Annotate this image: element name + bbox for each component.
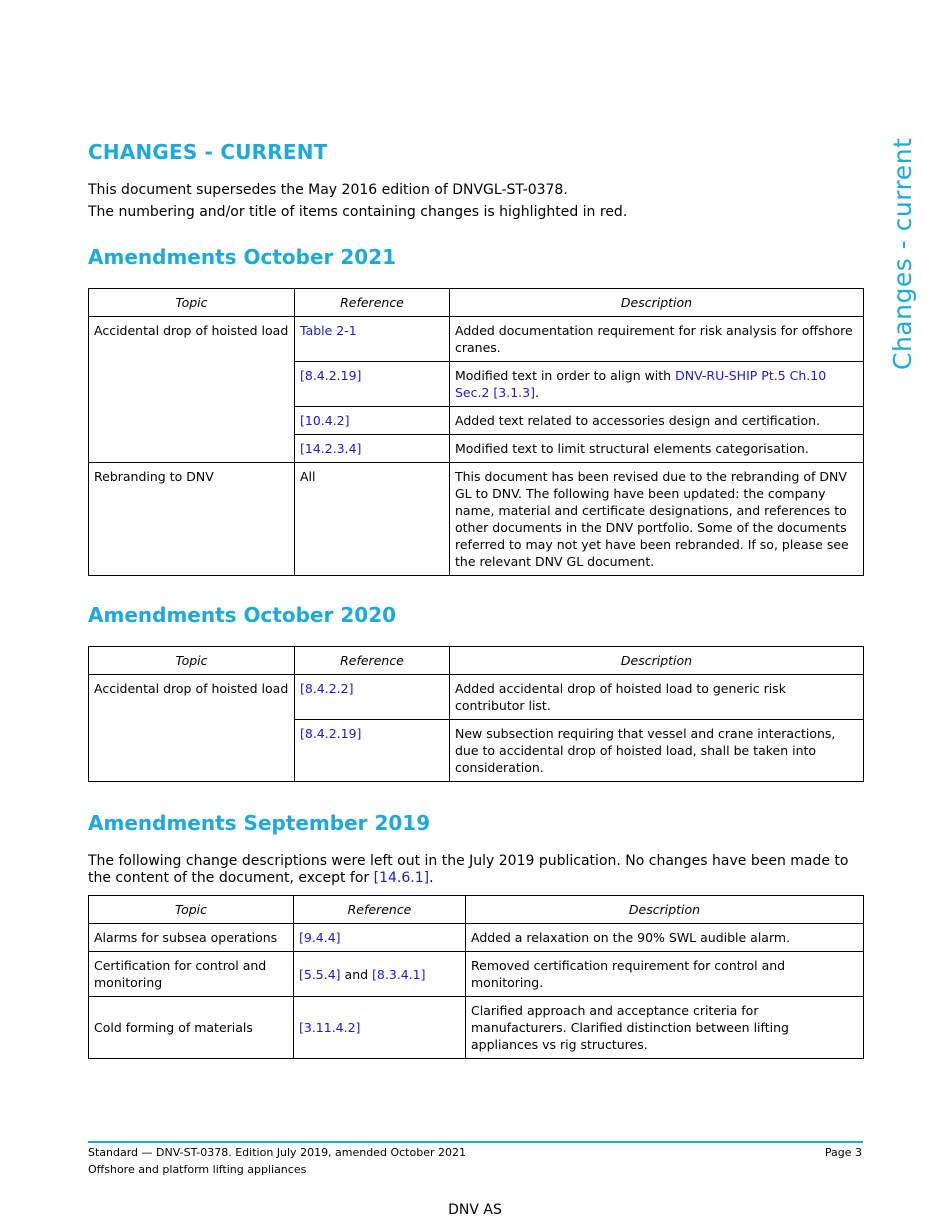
table-row (89, 952, 864, 997)
table-row (89, 675, 864, 720)
header-topic: Topic (89, 647, 295, 675)
header-description: Description (466, 896, 864, 924)
reference-link[interactable]: [8.4.2.19] (295, 720, 450, 782)
footer-standard: Standard — DNV-ST-0378. Edition July 2019, amended October 2021 (88, 1146, 466, 1159)
side-title: Changes - current (888, 137, 917, 370)
reference-link[interactable]: Table 2-1 (295, 317, 450, 362)
section-title-2020: Amendments October 2020 (88, 603, 397, 627)
description-text-end: . (534, 385, 539, 400)
section-title-2019: Amendments September 2019 (88, 811, 431, 835)
section-2019-paragraph (88, 853, 863, 887)
amendments-table-2020 (88, 646, 864, 782)
amendments-table-2021 (88, 288, 864, 576)
description-text: Modified text in order to align with (455, 368, 676, 383)
reference-cell (294, 952, 466, 997)
description-cell: New subsection requiring that vessel and crane interactions, due to accidental drop of hoisted load, shall be taken into consideration. (450, 720, 864, 782)
footer-rule (88, 1141, 863, 1143)
reference-link[interactable]: [3.11.4.2] (294, 997, 466, 1059)
intro-line-1: This document supersedes the May 2016 edition of DNVGL-ST-0378. (88, 182, 568, 198)
topic-cell: Certification for control and monitoring (89, 952, 294, 997)
table-header-row (89, 896, 864, 924)
table-header-row (89, 647, 864, 675)
reference-link[interactable]: [14.2.3.4] (295, 435, 450, 463)
header-reference: Reference (294, 896, 466, 924)
paragraph-text-end: . (429, 870, 434, 886)
paragraph-text: The following change descriptions were left out in the July 2019 publication. No changes have been made to the content of the document, except for (88, 853, 849, 886)
description-cell: Added documentation requirement for risk analysis for offshore cranes. (450, 317, 864, 362)
reference-link[interactable]: [10.4.2] (295, 407, 450, 435)
table-row (89, 317, 864, 362)
reference-link[interactable]: [8.3.4.1] (372, 966, 426, 982)
topic-cell-empty (89, 435, 295, 463)
description-cell: Added accidental drop of hoisted load to generic risk contributor list. (450, 675, 864, 720)
paragraph-link[interactable]: [14.6.1] (373, 870, 430, 886)
page-title: CHANGES - CURRENT (88, 140, 328, 164)
table-row (89, 463, 864, 576)
footer-subtitle: Offshore and platform lifting appliances (88, 1163, 307, 1176)
description-cell: Modified text to limit structural elements categorisation. (450, 435, 864, 463)
intro-line-2: The numbering and/or title of items containing changes is highlighted in red. (88, 204, 628, 220)
header-description: Description (450, 289, 864, 317)
reference-link[interactable]: [5.5.4] (299, 966, 341, 982)
header-description: Description (450, 647, 864, 675)
description-link[interactable]: DNV-RU-SHIP Pt.5 Ch.10 Sec.2 [3.1.3] (455, 368, 827, 400)
topic-cell-empty (89, 362, 295, 407)
reference-link[interactable]: [8.4.2.2] (295, 675, 450, 720)
topic-cell: Rebranding to DNV (89, 463, 295, 576)
description-cell: Clarified approach and acceptance criteria for manufacturers. Clarified distinction between lifting appliances vs rig structures. (466, 997, 864, 1059)
topic-cell-empty (89, 720, 295, 782)
description-cell: Removed certification requirement for control and monitoring. (466, 952, 864, 997)
reference-link[interactable]: [8.4.2.19] (295, 362, 450, 407)
topic-cell: Alarms for subsea operations (89, 924, 294, 952)
topic-cell: Accidental drop of hoisted load (89, 675, 295, 720)
table-row (89, 362, 864, 407)
table-row (89, 720, 864, 782)
company-name: DNV AS (448, 1202, 502, 1218)
topic-cell: Accidental drop of hoisted load (89, 317, 295, 362)
reference-cell: All (295, 463, 450, 576)
table-row (89, 924, 864, 952)
header-topic: Topic (89, 896, 294, 924)
description-cell: Added a relaxation on the 90% SWL audible alarm. (466, 924, 864, 952)
description-cell: Added text related to accessories design and certification. (450, 407, 864, 435)
section-title-2021: Amendments October 2021 (88, 245, 397, 269)
description-cell (450, 362, 864, 407)
table-header-row (89, 289, 864, 317)
description-cell: This document has been revised due to the rebranding of DNV GL to DNV. The following have been updated: the company name, material and certificate designations, and references to other documents in the DNV portfolio. Some of the documents referred to may not yet have been rebranded. If so, please see the relevant DNV GL document. (450, 463, 864, 576)
reference-and: and (340, 966, 373, 982)
header-reference: Reference (295, 647, 450, 675)
reference-link[interactable]: [9.4.4] (294, 924, 466, 952)
table-row (89, 435, 864, 463)
topic-cell-empty (89, 407, 295, 435)
header-topic: Topic (89, 289, 295, 317)
table-row (89, 997, 864, 1059)
table-row (89, 407, 864, 435)
topic-cell: Cold forming of materials (89, 997, 294, 1059)
amendments-table-2019 (88, 895, 864, 1059)
page-number: Page 3 (824, 1146, 862, 1159)
header-reference: Reference (295, 289, 450, 317)
